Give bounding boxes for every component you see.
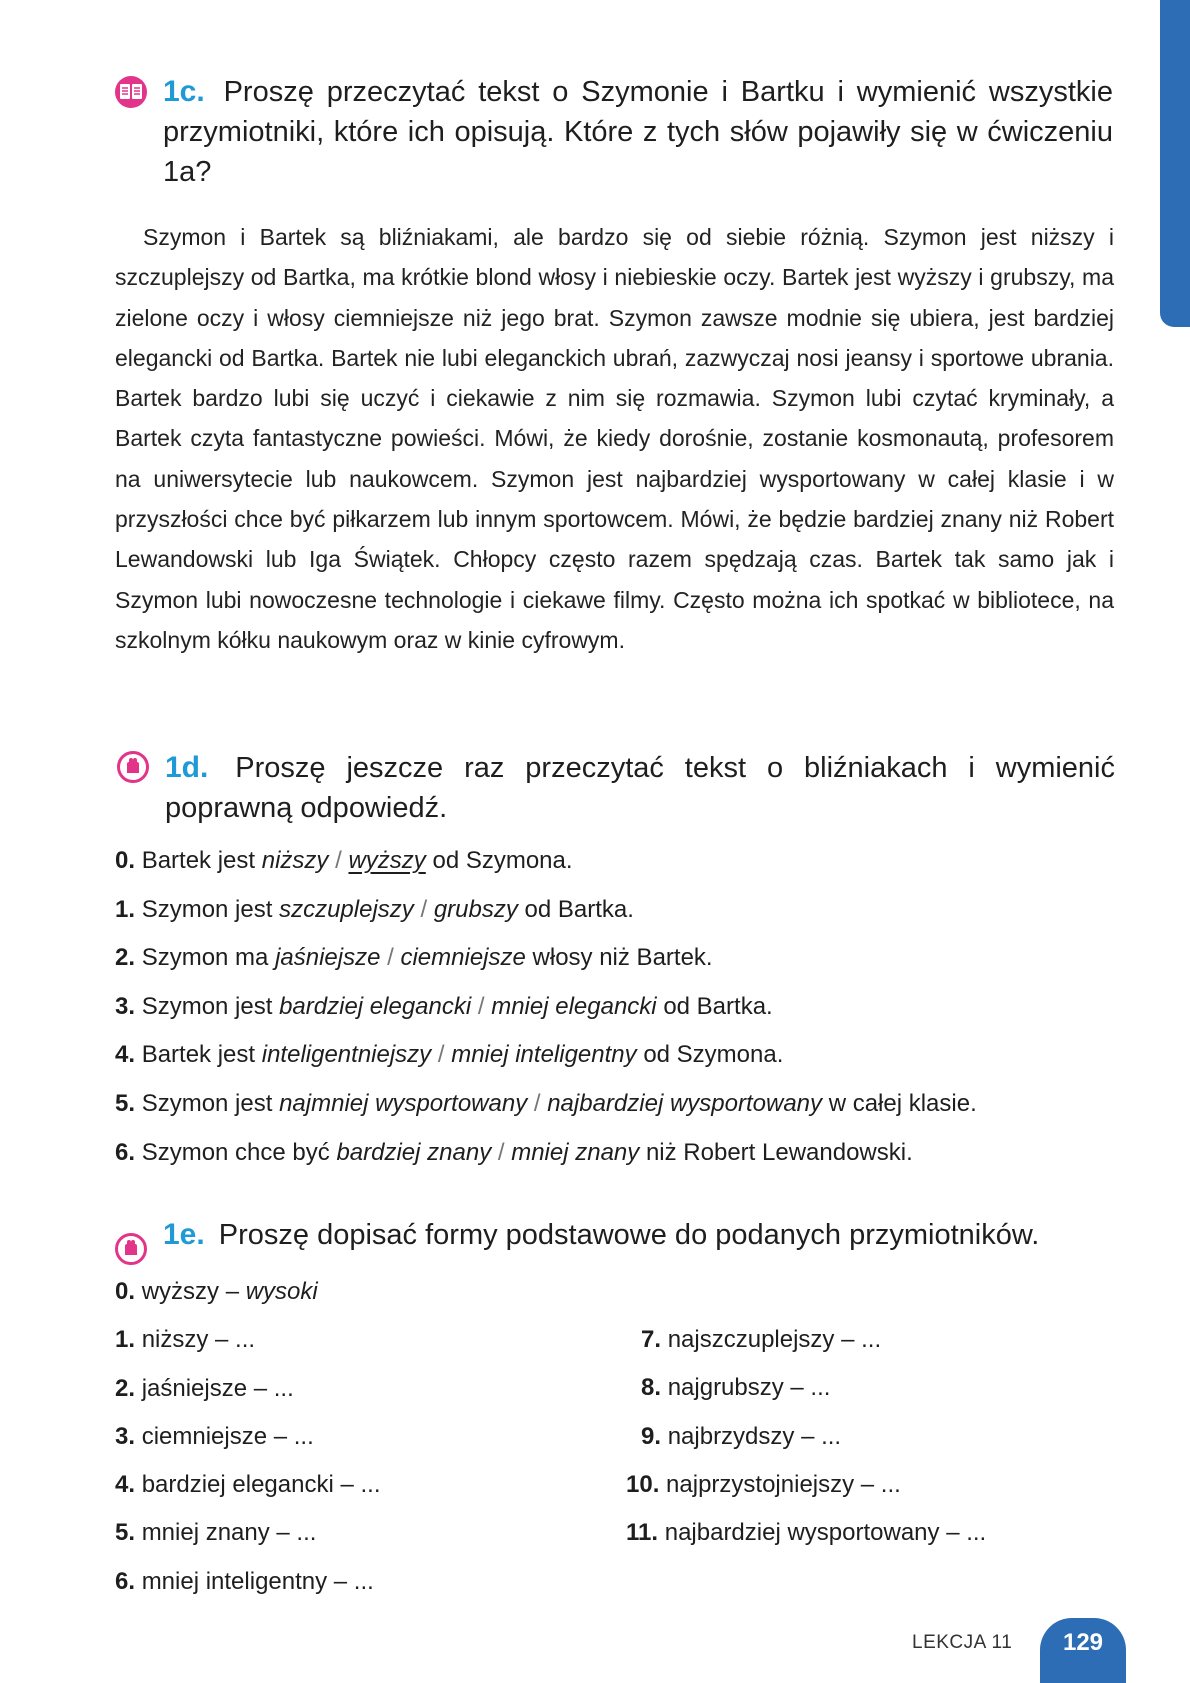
item-number: 9. — [641, 1422, 662, 1450]
exercise-1d-heading — [165, 748, 1115, 828]
item-text: w całej klasie. — [828, 1089, 977, 1117]
exercise-1c-heading — [163, 72, 1113, 192]
option-a: jaśniejsze — [275, 944, 381, 972]
option-a: niższy — [261, 847, 329, 874]
list-item — [115, 1322, 381, 1370]
separator: / — [533, 1089, 541, 1117]
item-word: mniej znany – ... — [141, 1519, 317, 1547]
item-word: najbardziej wysportowany – ... — [664, 1519, 987, 1547]
item-word: najbrzydszy – ... — [667, 1422, 842, 1450]
item-word: najgrubszy – ... — [667, 1374, 831, 1402]
exercise-number: 1d. — [165, 751, 209, 784]
option-a: szczuplejszy — [279, 895, 414, 923]
item-word: niższy – ... — [141, 1326, 256, 1354]
chapter-tab — [1160, 0, 1190, 327]
item-number: 8. — [641, 1374, 662, 1402]
example-answer: wysoki — [245, 1278, 318, 1305]
exercise-instruction: Proszę dopisać formy podstawowe do podanych przymiotników. — [218, 1219, 1040, 1251]
separator: / — [335, 847, 342, 874]
item-number: 0. — [115, 1278, 136, 1305]
option-b: mniej elegancki — [491, 992, 657, 1020]
item-number: 3. — [115, 1422, 136, 1450]
item-number: 1. — [115, 1326, 136, 1354]
separator: / — [497, 1138, 505, 1166]
list-item — [115, 1515, 381, 1563]
item-word: bardziej elegancki – ... — [141, 1471, 381, 1499]
list-item — [115, 1037, 977, 1086]
option-a: inteligentniejszy — [261, 1041, 432, 1069]
list-item — [626, 1467, 986, 1515]
item-number: 2. — [115, 944, 136, 972]
list-item — [115, 989, 977, 1038]
list-item — [626, 1515, 986, 1563]
item-number: 7. — [641, 1326, 662, 1353]
option-a: najmniej wysportowany — [279, 1089, 528, 1117]
hand-icon — [114, 1232, 148, 1266]
item-text: Bartek jest — [141, 1041, 256, 1069]
option-b: grubszy — [433, 895, 518, 923]
option-b: mniej inteligentny — [451, 1041, 637, 1069]
item-text: Szymon ma — [141, 944, 269, 972]
list-item — [115, 1086, 977, 1135]
list-item — [626, 1370, 986, 1418]
list-item — [115, 940, 977, 989]
item-word: jaśniejsze – ... — [141, 1374, 294, 1402]
exercise-1e-left-column — [115, 1274, 381, 1612]
item-number: 11. — [626, 1519, 659, 1547]
item-number: 6. — [115, 1138, 136, 1166]
option-b: ciemniejsze — [400, 944, 526, 972]
item-word: mniej inteligentny – ... — [141, 1567, 374, 1595]
item-number: 4. — [115, 1471, 136, 1499]
item-number: 2. — [115, 1374, 136, 1402]
item-text: niż Robert Lewandowski. — [645, 1138, 913, 1166]
item-text: Szymon jest — [141, 895, 273, 923]
separator: / — [420, 895, 428, 923]
lesson-label: LEKCJA 11 — [912, 1632, 1013, 1653]
exercise-1d-list — [115, 843, 977, 1183]
item-text: od Bartka. — [663, 992, 773, 1020]
open-book-icon — [114, 75, 148, 109]
hand-icon — [116, 750, 150, 784]
item-text: od Szymona. — [432, 847, 573, 874]
exercise-1e-heading — [163, 1215, 1123, 1255]
exercise-instruction: Proszę przeczytać tekst o Szymonie i Bartku i wymienić wszystkie przymiotniki, które ich opisują. Które z tych słów pojawiły się w ćwiczeniu 1a? — [163, 76, 1113, 188]
list-item — [115, 1274, 381, 1322]
separator: / — [437, 1041, 445, 1069]
list-item — [626, 1322, 986, 1370]
exercise-instruction: Proszę jeszcze raz przeczytać tekst o bliźniakach i wymienić poprawną odpowiedź. — [165, 752, 1115, 824]
item-number: 6. — [115, 1567, 136, 1595]
item-number: 0. — [115, 847, 136, 874]
page-number: 129 — [1040, 1618, 1126, 1683]
separator: / — [477, 992, 485, 1020]
item-number: 5. — [115, 1089, 136, 1117]
option-b: najbardziej wysportowany — [547, 1089, 823, 1117]
item-text: Szymon jest — [141, 1089, 273, 1117]
option-a: bardziej elegancki — [279, 992, 472, 1020]
list-item — [115, 1467, 381, 1515]
item-word: wyższy – — [141, 1278, 240, 1305]
item-number: 4. — [115, 1041, 136, 1069]
list-item — [115, 1135, 977, 1184]
exercise-number: 1c. — [163, 75, 205, 108]
list-item — [626, 1419, 986, 1467]
list-item — [115, 892, 977, 941]
item-word: najprzystojniejszy – ... — [666, 1470, 901, 1498]
reading-text — [115, 217, 1114, 660]
list-item — [115, 843, 977, 892]
item-number: 3. — [115, 992, 136, 1020]
item-number: 10. — [626, 1470, 660, 1498]
list-item — [115, 1371, 381, 1419]
reading-paragraph: Szymon i Bartek są bliźniakami, ale bardzo się od siebie różnią. Szymon jest niższy i szczuplejszy od Bartka, ma krótkie blond włosy i niebieskie oczy. Bartek jest wyższy i grubszy, ma zielone oczy i włosy ciemniejsze niż jego brat. Szymon zawsze modnie się ubiera, jest bardziej elegancki od Bartka. Bartek nie lubi eleganckich ubrań, zazwyczaj nosi jeansy i sportowe ubrania. Bartek bardzo lubi się uczyć i ciekawie z nim się rozmawia. Szymon lubi czytać kryminały, a Bartek czyta fantastyczne powieści. Mówi, że kiedy dorośnie, zostanie kosmonautą, profesorem na uniwersytecie lub naukowcem. Szymon jest najbardziej wysportowany w całej klasie i w przyszłości chce być piłkarzem lub innym sportowcem. Mówi, że będzie bardziej znany niż Robert Lewandowski lub Iga Świątek. Chłopcy często razem spędzają czas. Bartek tak samo jak i Szymon lubi nowoczesne technologie i ciekawe filmy. Często można ich spotkać w bibliotece, na szkolnym kółku naukowym oraz w kinie cyfrowym. — [115, 224, 1114, 653]
separator: / — [387, 944, 394, 972]
option-a: bardziej znany — [336, 1138, 492, 1166]
item-text: Szymon jest — [141, 992, 273, 1020]
item-word: ciemniejsze – ... — [141, 1422, 314, 1450]
list-item — [115, 1419, 381, 1467]
option-b: mniej znany — [511, 1138, 640, 1166]
item-number: 5. — [115, 1519, 136, 1547]
item-word: najszczuplejszy – ... — [667, 1326, 882, 1353]
option-b-selected: wyższy — [348, 847, 426, 874]
item-text: włosy niż Bartek. — [532, 944, 713, 972]
list-item — [115, 1564, 381, 1612]
item-text: Bartek jest — [141, 847, 256, 874]
item-number: 1. — [115, 895, 136, 923]
item-text: Szymon chce być — [141, 1138, 330, 1166]
item-text: od Szymona. — [643, 1041, 784, 1069]
exercise-number: 1e. — [163, 1218, 205, 1251]
exercise-1e-right-column — [626, 1322, 986, 1563]
item-text: od Bartka. — [524, 895, 634, 923]
